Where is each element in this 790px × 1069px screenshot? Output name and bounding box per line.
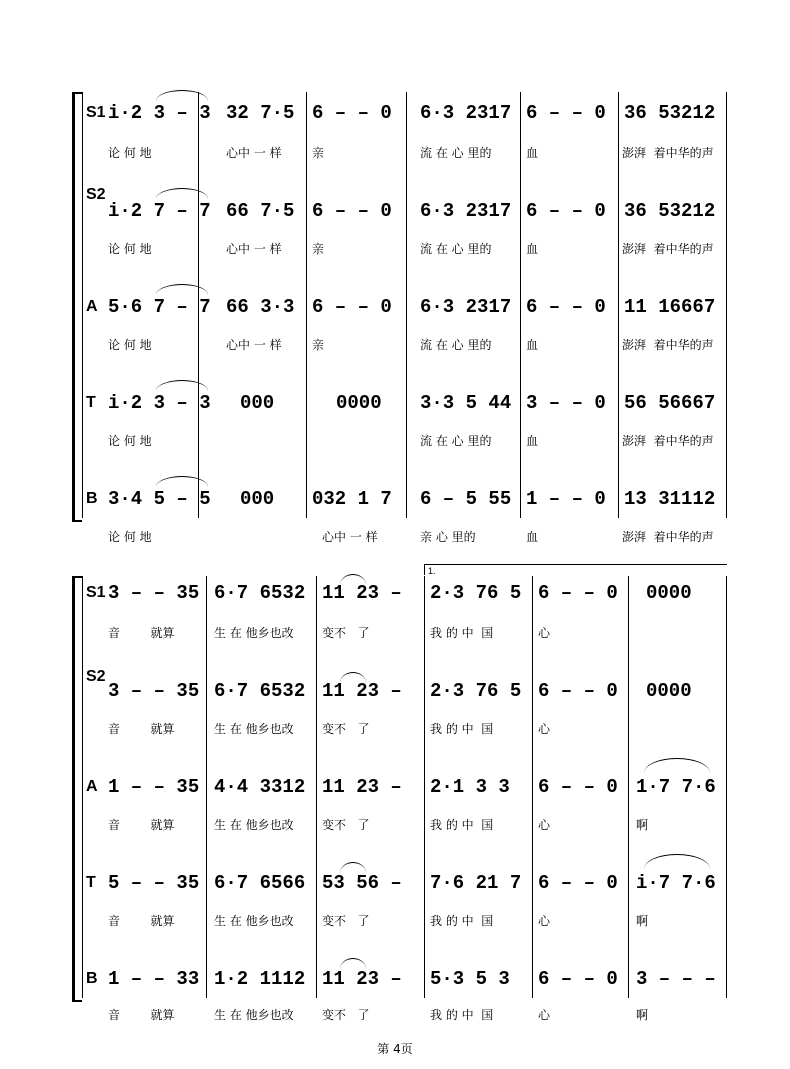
- slur: [644, 758, 710, 773]
- measure: 6 – 5 55: [420, 488, 512, 510]
- lyric: 心中 一 样: [226, 242, 282, 256]
- lyric: 亲: [312, 338, 325, 352]
- measure: 6 – – 0: [312, 296, 392, 318]
- measure: 66 7·5: [226, 200, 295, 222]
- measure: 11 23 –: [322, 582, 402, 604]
- lyric: 音 就算: [108, 818, 175, 832]
- lyric: 啊: [636, 1008, 649, 1022]
- part-label: B: [86, 490, 98, 507]
- lyric: 澎湃 着中华的声: [622, 242, 714, 256]
- measure: 36 53212: [624, 102, 716, 124]
- measure: 53 56 –: [322, 872, 402, 894]
- measure: 6·7 6566: [214, 872, 306, 894]
- measure: 3·4 5 – 5: [108, 488, 211, 510]
- measure: i·2 3 – 3: [108, 102, 211, 124]
- slur: [156, 476, 208, 487]
- volta-number: 1.: [428, 566, 436, 576]
- measure: 11 23 –: [322, 680, 402, 702]
- lyric: 流 在 心 里的: [420, 434, 492, 448]
- part-label: T: [86, 874, 96, 891]
- lyric: 血: [526, 242, 539, 256]
- measure: 6 – – 0: [312, 200, 392, 222]
- lyric: 血: [526, 434, 539, 448]
- measure: 5 – – 35: [108, 872, 200, 894]
- measure: 0000: [646, 582, 692, 604]
- slur: [340, 958, 366, 969]
- lyric: 我 的 中 国: [430, 722, 494, 736]
- slur: [340, 574, 366, 585]
- lyric: 音 就算: [108, 914, 175, 928]
- slur: [644, 854, 710, 869]
- measure: 1 – – 0: [526, 488, 606, 510]
- measure: 1 – – 35: [108, 776, 200, 798]
- lyric: 啊: [636, 914, 649, 928]
- note-row-s1: [0, 582, 790, 610]
- lyric: 啊: [636, 818, 649, 832]
- slur: [156, 188, 208, 199]
- measure: 6·7 6532: [214, 582, 306, 604]
- measure: 6 – – 0: [538, 968, 618, 990]
- measure: 13 31112: [624, 488, 716, 510]
- lyric: 流 在 心 里的: [420, 146, 492, 160]
- lyric: 生 在 他乡也改: [214, 1008, 294, 1022]
- note-row-b: [0, 968, 790, 996]
- lyric-row-a: [0, 816, 790, 834]
- measure: 6 – – 0: [538, 776, 618, 798]
- measure: 4·4 3312: [214, 776, 306, 798]
- measure: 6·3 2317: [420, 200, 512, 222]
- lyric: 心: [538, 722, 551, 736]
- measure: 2·3 76 5: [430, 582, 522, 604]
- slur: [340, 672, 366, 683]
- lyric: 心中 一 样: [226, 146, 282, 160]
- measure: 1·2 1112: [214, 968, 306, 990]
- lyric: 亲 心 里的: [420, 530, 476, 544]
- lyric: 流 在 心 里的: [420, 242, 492, 256]
- measure: 6·7 6532: [214, 680, 306, 702]
- lyric: 生 在 他乡也改: [214, 626, 294, 640]
- lyric: 论 何 地: [108, 146, 152, 160]
- lyric: 生 在 他乡也改: [214, 818, 294, 832]
- lyric: 生 在 他乡也改: [214, 722, 294, 736]
- lyric: 心: [538, 818, 551, 832]
- measure: 1·7 7·6: [636, 776, 716, 798]
- note-row-s1: [0, 102, 790, 130]
- lyric: 变不 了: [322, 626, 370, 640]
- measure: 3 – – 35: [108, 582, 200, 604]
- measure: 2·1 3 3: [430, 776, 510, 798]
- lyric: 我 的 中 国: [430, 914, 494, 928]
- lyric: 流 在 心 里的: [420, 338, 492, 352]
- measure: i·2 3 – 3: [108, 392, 211, 414]
- measure: 66 3·3: [226, 296, 295, 318]
- lyric-row-b: [0, 1006, 790, 1024]
- measure: 3 – – 35: [108, 680, 200, 702]
- lyric-row-t: [0, 432, 790, 450]
- lyric: 我 的 中 国: [430, 818, 494, 832]
- lyric: 心中 一 样: [322, 530, 378, 544]
- lyric: 澎湃 着中华的声: [622, 530, 714, 544]
- lyric: 澎湃 着中华的声: [622, 434, 714, 448]
- measure: 000: [240, 488, 275, 510]
- measure: 000: [240, 392, 275, 414]
- measure: 5·3 5 3: [430, 968, 510, 990]
- measure: 0000: [336, 392, 382, 414]
- note-row-s2: [0, 680, 790, 708]
- note-row-a: [0, 296, 790, 324]
- measure: 11 16667: [624, 296, 716, 318]
- lyric: 澎湃 着中华的声: [622, 146, 714, 160]
- measure: 1 – – 33: [108, 968, 200, 990]
- lyric-row-a: [0, 336, 790, 354]
- page-number: 第 4页: [377, 1042, 413, 1056]
- lyric: 血: [526, 146, 539, 160]
- measure: 6·3 2317: [420, 102, 512, 124]
- measure: 5·6 7 – 7: [108, 296, 211, 318]
- lyric: 亲: [312, 146, 325, 160]
- part-label: A: [86, 298, 98, 315]
- lyric: 变不 了: [322, 722, 370, 736]
- lyric-row-s2: [0, 720, 790, 738]
- lyric: 我 的 中 国: [430, 626, 494, 640]
- lyric: 血: [526, 338, 539, 352]
- note-row-b: [0, 488, 790, 516]
- measure: 6 – – 0: [526, 200, 606, 222]
- lyric-row-s2: [0, 240, 790, 258]
- lyric: 亲: [312, 242, 325, 256]
- measure: 3 – – 0: [526, 392, 606, 414]
- lyric: 心: [538, 914, 551, 928]
- part-label: S2: [86, 186, 106, 203]
- measure: 7·6 21 7: [430, 872, 522, 894]
- measure: i·7 7·6: [636, 872, 716, 894]
- part-label: S1: [86, 584, 106, 601]
- part-label: A: [86, 778, 98, 795]
- note-row-t: [0, 392, 790, 420]
- lyric-row-t: [0, 912, 790, 930]
- slur: [156, 380, 208, 391]
- note-row-t: [0, 872, 790, 900]
- lyric: 音 就算: [108, 722, 175, 736]
- lyric: 心: [538, 626, 551, 640]
- measure: 6 – – 0: [538, 872, 618, 894]
- measure: 6 – – 0: [538, 680, 618, 702]
- measure: 36 53212: [624, 200, 716, 222]
- lyric-row-s1: [0, 144, 790, 162]
- slur: [156, 284, 208, 295]
- measure: 11 23 –: [322, 776, 402, 798]
- lyric: 血: [526, 530, 539, 544]
- measure: 11 23 –: [322, 968, 402, 990]
- measure: 6 – – 0: [538, 582, 618, 604]
- lyric: 论 何 地: [108, 434, 152, 448]
- measure: 6 – – 0: [526, 102, 606, 124]
- lyric: 心中 一 样: [226, 338, 282, 352]
- lyric: 变不 了: [322, 914, 370, 928]
- lyric: 澎湃 着中华的声: [622, 338, 714, 352]
- lyric: 音 就算: [108, 626, 175, 640]
- measure: 32 7·5: [226, 102, 295, 124]
- part-label: T: [86, 394, 96, 411]
- lyric: 我 的 中 国: [430, 1008, 494, 1022]
- lyric-row-b: [0, 528, 790, 546]
- note-row-a: [0, 776, 790, 804]
- slur: [340, 862, 366, 873]
- measure: 6 – – 0: [526, 296, 606, 318]
- measure: 56 56667: [624, 392, 716, 414]
- lyric: 音 就算: [108, 1008, 175, 1022]
- lyric: 变不 了: [322, 818, 370, 832]
- lyric: 变不 了: [322, 1008, 370, 1022]
- lyric: 论 何 地: [108, 338, 152, 352]
- measure: 032 1 7: [312, 488, 392, 510]
- measure: 6·3 2317: [420, 296, 512, 318]
- lyric: 论 何 地: [108, 242, 152, 256]
- measure: 0000: [646, 680, 692, 702]
- part-label: B: [86, 970, 98, 987]
- measure: 3·3 5 44: [420, 392, 512, 414]
- part-label: S1: [86, 104, 106, 121]
- measure: 2·3 76 5: [430, 680, 522, 702]
- note-row-s2: [0, 200, 790, 228]
- measure: 6 – – 0: [312, 102, 392, 124]
- lyric: 生 在 他乡也改: [214, 914, 294, 928]
- lyric: 论 何 地: [108, 530, 152, 544]
- part-label: S2: [86, 668, 106, 685]
- lyric: 心: [538, 1008, 551, 1022]
- measure: 3 – – –: [636, 968, 716, 990]
- volta-bracket: [424, 564, 727, 575]
- lyric-row-s1: [0, 624, 790, 642]
- measure: i·2 7 – 7: [108, 200, 211, 222]
- slur: [156, 90, 208, 101]
